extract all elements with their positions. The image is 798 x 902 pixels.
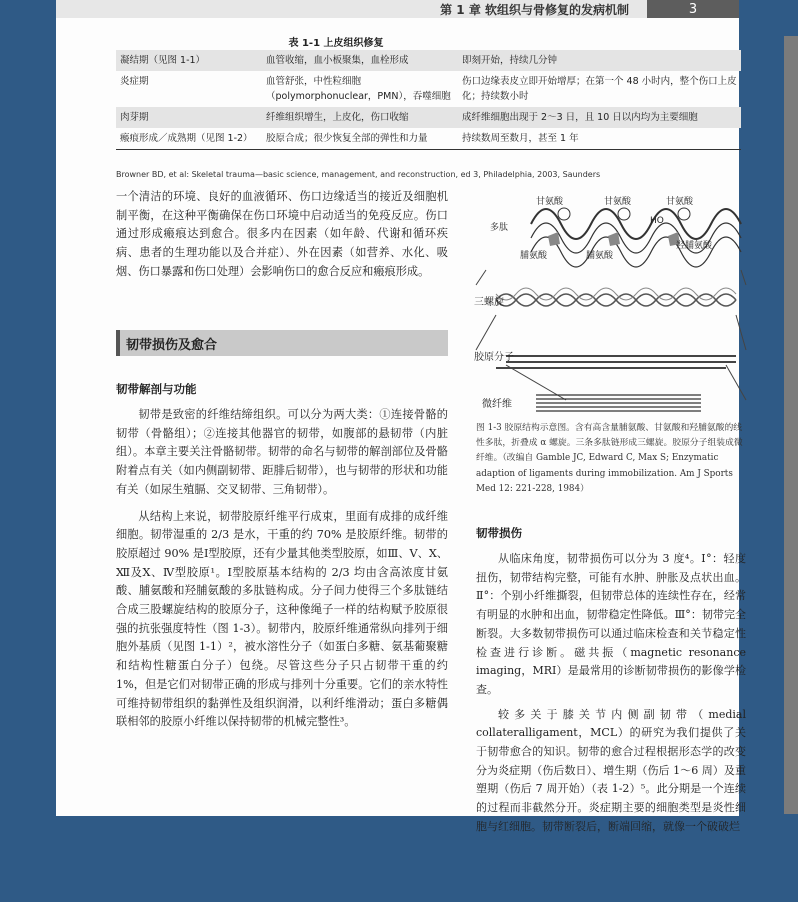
table-cell-events: 纤维组织增生，上皮化，伤口收缩 [262, 107, 458, 128]
table-row [116, 128, 741, 150]
table-cell-phase: 瘢痕形成／成熟期（见图 1-2） [116, 128, 262, 150]
table-cell-phase: 凝结期（见图 1-1） [116, 50, 262, 71]
table-cell-events: 血管收缩，血小板聚集，血栓形成 [262, 50, 458, 71]
table-source-note: Browner BD, et al: Skeletal trauma—basic science, management, and reconstruction, ed 3, Philadelphia, 2003, Saunders [116, 170, 601, 179]
anatomy-text [116, 406, 448, 732]
subsection-heading-injury: 韧带损伤 [476, 526, 522, 540]
paragraph: 从临床角度，韧带损伤可以分为 3 度⁴。Ⅰ°：轻度扭伤，韧带结构完整，可能有水肿、肿胀及点状出血。Ⅱ°：个别小纤维撕裂，但韧带总体的连续性存在，经常有明显的水肿和出血，韧带稳定性降低。Ⅲ°：韧带完全断裂。大多数韧带损伤可以通过临床检查和关节稳定性检查进行诊断。磁共振（magnetic resonance imaging，MRI）是最常用的诊断韧带损伤的影像学检查。 [476, 552, 746, 696]
chapter-title: 第 1 章 软组织与骨修复的发病机制 [440, 2, 629, 17]
table-row [116, 107, 741, 128]
label-polypeptide: 多肽 [490, 223, 509, 233]
glycine-marker [558, 208, 570, 220]
repair-table [116, 50, 741, 150]
table-cell-timing: 持续数周至数月，甚至 1 年 [458, 128, 741, 150]
page-header [440, 0, 739, 18]
paragraph: 从结构上来说，韧带胶原纤维平行成束，里面有成排的成纤维细胞。韧带湿重的 2/3 是水，干重的约 70% 是胶原纤维。韧带的胶原超过 90% 是Ⅰ型胶原，还有少量其他类型胶原，如Ⅲ、Ⅴ、Ⅹ、Ⅻ及Ⅹ、Ⅳ型胶原¹。Ⅰ型胶原基本结构的 2/3 均由含高浓度甘氨酸、脯氨酸和羟脯氨酸的多肽链构成。分子间力使得三个多肽链结合成三股螺旋结构的胶原分子，这种像绳子一样的结构赋予胶原很强的抗张强度特性（图 1-3）。韧带内，胶原纤维通常纵向排列于细胞外基质（见图 1-1）²，被水溶性分子（如蛋白多糖、氨基葡聚糖和结构性糖蛋白分子）包绕。尽管这些分子只占韧带干重的约 1%，但是它们对韧带正确的形成与排列十分重要。它们的亲水特性可维持韧带组织的黏弹性及组织润滑，以利纤维滑动；蛋白多糖偶联相邻的胶原小纤维以保持韧带的机械完整性³。 [116, 509, 448, 729]
table-cell-timing: 即刻开始，持续几分钟 [458, 50, 741, 71]
label-hydroxyproline: 羟脯氨酸 [676, 241, 713, 251]
paragraph: 较多关于膝关节内侧副韧带（medial collateralligament，MCL）的研究为我们提供了关于韧带愈合的知识。韧带的愈合过程根据形态学的改变分为炎症期（伤后数日）、增生期（伤后 1～6 周）及重塑期（伤后 7 周开始）（表 1-2）⁵。此分期是一个连续的过程而非截然分开。炎症期主要的细胞类型是炎性细胞与红细胞。韧带断裂后，断端回缩，就像一个破破烂 [476, 707, 746, 833]
subsection-heading-anatomy: 韧带解剖与功能 [116, 382, 197, 396]
figure-caption: 图 1-3 胶原结构示意图。含有高含量脯氨酸、甘氨酸和羟脯氨酸的线性多肽，折叠成 α 螺旋。三条多肽链形成三螺旋。胶原分子组装成微纤维。（改编自 Gamble JC, Edward C, Max S; Enzymatic adaption of ligaments during immobilization. Am J Sports Med 12: 221-228, 1984） [476, 423, 743, 494]
glycine-marker [618, 208, 630, 220]
intro-text [116, 188, 448, 282]
label-glycine: 甘氨酸 [666, 197, 694, 207]
proline-marker [608, 232, 620, 246]
collagen-structure-diagram [476, 190, 746, 415]
label-microfibril: 微纤维 [482, 399, 512, 410]
label-glycine: 甘氨酸 [536, 197, 564, 207]
collagen-figure [476, 190, 746, 415]
proline-marker [548, 232, 560, 246]
page-number: 3 [647, 0, 739, 18]
injury-text [476, 550, 746, 837]
book-page [56, 0, 746, 833]
glycine-marker [678, 208, 690, 220]
paragraph: 韧带是致密的纤维结缔组织。可以分为两大类：①连接骨骼的韧带（骨骼组）；②连接其他器官的韧带，如腹部的悬韧带（内脏组）。本章主要关注骨骼韧带。韧带的命名与韧带的解剖部位及骨骼附着点有关（如内侧副韧带、距腓后韧带），也与韧带的形状和功能有关（如尿生殖膈、交叉韧带、三角韧带）。 [116, 408, 448, 496]
section-heading: 韧带损伤及愈合 [116, 330, 448, 356]
table-row [116, 71, 741, 107]
intro-paragraph: 一个清洁的环境、良好的血液循环、伤口边缘适当的接近及细胞机制平衡，在这种平衡确保在伤口环境中启动适当的免疫反应。伤口通过形成瘢痕达到愈合。很多内在因素（如年龄、代谢和循环疾病、患者的生理功能以及合并症）、外在因素（如营养、水化、吸烟、伤口暴露和伤口处理）会影响伤口的愈合反应和瘢痕形成。 [116, 190, 448, 278]
table-cell-phase: 肉芽期 [116, 107, 262, 128]
table-cell-phase: 炎症期 [120, 76, 149, 87]
label-triple-helix: 三螺旋 [474, 297, 504, 308]
label-glycine: 甘氨酸 [604, 197, 632, 207]
page-edge-bar [784, 36, 798, 814]
table-caption: 表 1-1 上皮组织修复 [288, 38, 384, 49]
label-proline: 脯氨酸 [520, 251, 548, 261]
label-ho: HO [650, 216, 664, 226]
table-cell-events: 血管舒张，中性粒细胞（polymorphonuclear，PMN），吞噬细胞 [266, 76, 451, 102]
table-cell-timing: 成纤维细胞出现于 2～3 日，且 10 日以内均为主要细胞 [458, 107, 741, 128]
table-cell-events: 胶原合成；很少恢复全部的弹性和力量 [262, 128, 458, 150]
label-proline: 脯氨酸 [586, 251, 614, 261]
label-collagen-molecule: 胶原分子 [474, 352, 514, 363]
table-cell-timing: 伤口边缘表皮立即开始增厚；在第一个 48 小时内，整个伤口上皮化；持续数小时 [462, 76, 737, 102]
table-row [116, 50, 741, 71]
